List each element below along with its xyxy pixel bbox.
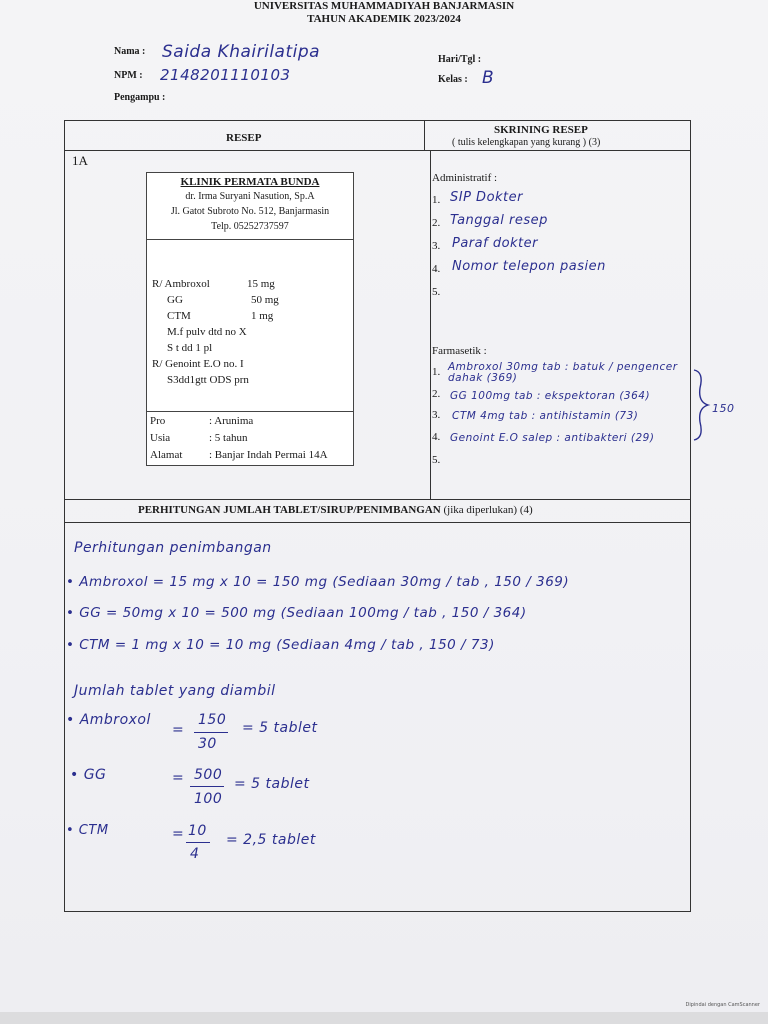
tablet-gg-result: = 5 tablet: [234, 776, 310, 792]
calc-line-ctm: • CTM = 1 mg x 10 = 10 mg (Sediaan 4mg / tab , 150 / 73): [66, 637, 495, 653]
npm-label: NPM :: [114, 70, 143, 81]
perhitungan-header: [138, 504, 533, 516]
rx3-name: CTM: [167, 310, 191, 322]
farm-num-5: 5.: [432, 454, 441, 466]
fraction-bar-ctm: [186, 842, 210, 843]
admin-num-4: 4.: [432, 263, 441, 275]
nama-value: Saida Khairilatipa: [162, 42, 321, 62]
pro-value: : Arunima: [209, 415, 254, 427]
nama-label: Nama :: [114, 46, 146, 57]
farm-item-3: CTM 4mg tab : antihistamin (73): [452, 410, 639, 422]
admin-item-4: Nomor telepon pasien: [452, 259, 606, 274]
rx2-name: GG: [167, 294, 183, 306]
administratif-title: Administratif :: [432, 172, 498, 184]
kelas-value: B: [482, 68, 495, 88]
npm-value: 2148201110103: [160, 66, 291, 84]
tablet-ambroxol-name: • Ambroxol: [66, 712, 151, 728]
skrining-header: SKRINING RESEP: [494, 124, 588, 136]
pro-label: Pro: [150, 415, 166, 427]
admin-item-2: Tanggal resep: [450, 213, 548, 228]
tablet-gg-num: 500: [194, 767, 223, 783]
perhitungan-sub: (jika diperlukan) (4): [440, 504, 533, 516]
usia-label: Usia: [150, 432, 171, 444]
fraction-bar-gg: [190, 786, 224, 787]
rx5-signa: S t dd 1 pl: [167, 342, 213, 354]
perhitungan-title: PERHITUNGAN JUMLAH TABLET/SIRUP/PENIMBANGAN: [138, 504, 441, 516]
usia-value: : 5 tahun: [209, 432, 248, 444]
farm-item-1: Ambroxol 30mg tab : batuk / pengencer dahak (369): [448, 361, 678, 384]
rx7-signa: S3dd1gtt ODS prn: [167, 374, 249, 386]
kelas-label: Kelas :: [438, 74, 468, 85]
header-divider: [64, 150, 691, 151]
tablet-ctm-name: • CTM: [66, 823, 109, 838]
admin-num-1: 1.: [432, 194, 441, 206]
tablet-gg-den: 100: [194, 791, 223, 807]
academic-year: TAHUN AKADEMIK 2023/2024: [307, 13, 461, 25]
rx1-name: R/ Ambroxol: [152, 278, 210, 290]
header-col-divider: [424, 121, 425, 151]
tablet-gg-eq: =: [172, 770, 185, 786]
alamat-value: : Banjar Indah Permai 14A: [209, 449, 328, 461]
farm-num-2: 2.: [432, 388, 441, 400]
tablet-ambroxol-result: = 5 tablet: [242, 720, 318, 736]
admin-num-2: 2.: [432, 217, 441, 229]
scanner-stamp: Dipindai dengan CamScanner: [685, 1002, 760, 1008]
doctor-name: dr. Irma Suryani Nasution, Sp.A: [185, 191, 315, 202]
pengampu-label: Pengampu :: [114, 92, 166, 103]
rx1-dose: 15 mg: [247, 278, 275, 290]
farm-num-3: 3.: [432, 409, 441, 421]
clinic-name: KLINIK PERMATA BUNDA: [180, 176, 320, 188]
rx3-dose: 1 mg: [251, 310, 274, 322]
admin-item-1: SIP Dokter: [450, 190, 523, 205]
calc-line-gg: • GG = 50mg x 10 = 500 mg (Sediaan 100mg / tab , 150 / 364): [66, 605, 527, 621]
section-divider-top: [64, 499, 691, 500]
rx6-name: R/ Genoint E.O no. I: [152, 358, 244, 370]
admin-num-3: 3.: [432, 240, 441, 252]
card-divider-bottom: [147, 411, 353, 412]
admin-item-3: Paraf dokter: [452, 236, 538, 251]
section-divider-bottom: [64, 522, 691, 523]
clinic-phone: Telp. 05252737597: [211, 221, 289, 232]
tablet-ambroxol-den: 30: [198, 736, 217, 752]
hari-label: Hari/Tgl :: [438, 54, 482, 65]
tablet-ambroxol-num: 150: [198, 712, 227, 728]
tablet-ctm-den: 4: [190, 846, 200, 862]
farm-item-2: GG 100mg tab : ekspektoran (364): [450, 390, 651, 402]
tablet-gg-name: • GG: [70, 767, 107, 783]
university-title: UNIVERSITAS MUHAMMADIYAH BANJARMASIN: [253, 0, 515, 12]
farm-num-1: 1.: [432, 366, 441, 378]
tablet-ctm-eq: =: [172, 826, 185, 842]
farm-item-4: Genoint E.O salep : antibakteri (29): [450, 432, 655, 444]
column-divider: [430, 150, 431, 499]
card-divider-top: [147, 239, 353, 240]
calc-title: Perhitungan penimbangan: [74, 540, 272, 556]
resep-header: RESEP: [226, 132, 262, 144]
prescription-code: 1A: [72, 153, 88, 168]
admin-num-5: 5.: [432, 286, 441, 298]
tablet-ctm-num: 10: [188, 823, 207, 839]
skrining-subheader: ( tulis kelengkapan yang kurang ) (3): [452, 137, 601, 148]
tablet-ambroxol-eq: =: [172, 722, 185, 738]
prescription-card: [146, 172, 354, 466]
tablet-ctm-result: = 2,5 tablet: [226, 832, 316, 848]
curly-bracket-icon: [690, 368, 714, 442]
rx2-dose: 50 mg: [251, 294, 279, 306]
rx4-instruction: M.f pulv dtd no X: [167, 326, 247, 338]
clinic-address: Jl. Gatot Subroto No. 512, Banjarmasin: [170, 206, 330, 217]
calc-line-ambroxol: • Ambroxol = 15 mg x 10 = 150 mg (Sediaan 30mg / tab , 150 / 369): [66, 574, 570, 590]
jumlah-title: Jumlah tablet yang diambil: [74, 683, 276, 699]
farmasetik-title: Farmasetik :: [432, 345, 487, 357]
farm-num-4: 4.: [432, 431, 441, 443]
fraction-bar-ambroxol: [194, 732, 228, 733]
bracket-note: 150: [712, 402, 735, 415]
alamat-label: Alamat: [150, 449, 183, 461]
